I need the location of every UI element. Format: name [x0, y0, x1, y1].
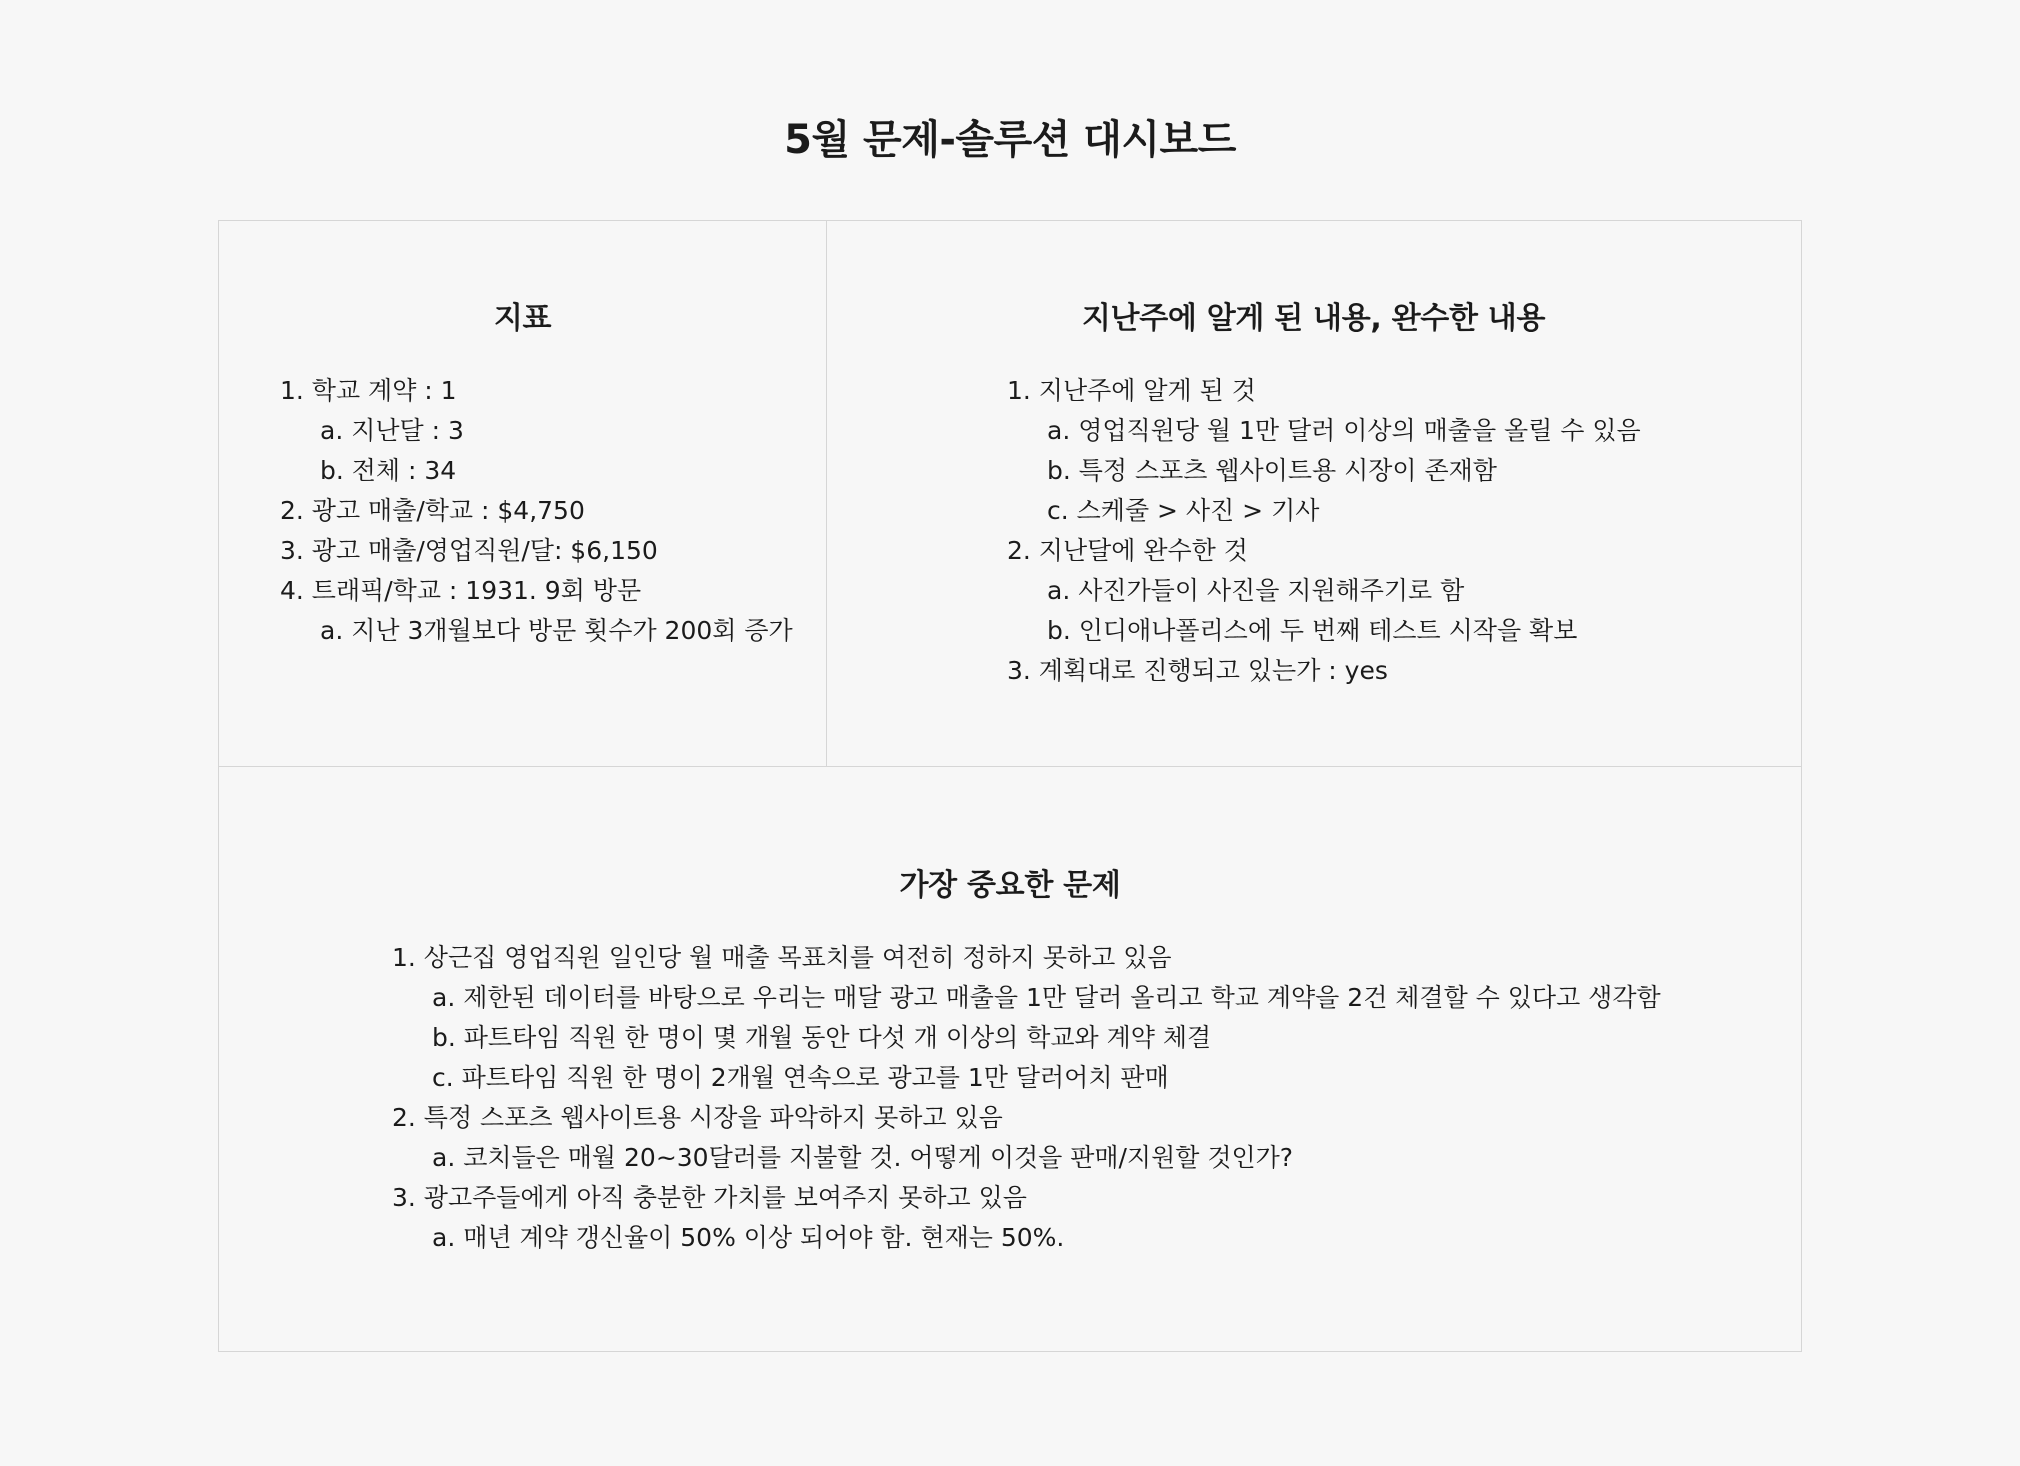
list-item: 1. 상근집 영업직원 일인당 월 매출 목표치를 여전히 정하지 못하고 있음: [392, 943, 1172, 972]
learned-panel: [826, 221, 1801, 766]
list-sub-item: a. 지난 3개월보다 방문 횟수가 200회 증가: [320, 616, 793, 645]
list-sub-item: a. 매년 계약 갱신율이 50% 이상 되어야 함. 현재는 50%.: [432, 1223, 1065, 1252]
list-sub-item: a. 영업직원당 월 1만 달러 이상의 매출을 올릴 수 있음: [1047, 416, 1641, 445]
problems-list: [392, 938, 1661, 1258]
list-sub-item: b. 전체 : 34: [320, 456, 457, 485]
list-sub-item: a. 제한된 데이터를 바탕으로 우리는 매달 광고 매출을 1만 달러 올리고 학교 계약을 2건 체결할 수 있다고 생각함: [432, 983, 1661, 1012]
list-sub-item: c. 파트타임 직원 한 명이 2개월 연속으로 광고를 1만 달러어치 판매: [432, 1063, 1169, 1092]
list-sub-item: c. 스케줄 > 사진 > 기사: [1047, 496, 1320, 525]
metrics-heading: 지표: [493, 301, 552, 336]
list-item: 1. 지난주에 알게 된 것: [1007, 376, 1256, 405]
metrics-panel: [219, 221, 826, 766]
list-sub-item: b. 특정 스포츠 웹사이트용 시장이 존재함: [1047, 456, 1497, 485]
learned-heading: 지난주에 알게 된 내용, 완수한 내용: [1081, 301, 1546, 336]
list-sub-item: a. 지난달 : 3: [320, 416, 464, 445]
list-item: 3. 광고 매출/영업직원/달: $6,150: [280, 536, 658, 565]
list-sub-item: b. 인디애나폴리스에 두 번째 테스트 시작을 확보: [1047, 616, 1578, 645]
list-item: 2. 지난달에 완수한 것: [1007, 536, 1248, 565]
problems-heading: 가장 중요한 문제: [899, 868, 1121, 903]
list-item: 1. 학교 계약 : 1: [280, 376, 457, 405]
list-item: 2. 특정 스포츠 웹사이트용 시장을 파악하지 못하고 있음: [392, 1103, 1003, 1132]
page-title: 5월 문제-솔루션 대시보드: [784, 117, 1236, 163]
dashboard-board: [218, 220, 1802, 1352]
list-item: 4. 트래픽/학교 : 1931. 9회 방문: [280, 576, 642, 605]
list-sub-item: a. 사진가들이 사진을 지원해주기로 함: [1047, 576, 1465, 605]
problems-panel: [219, 766, 1801, 1351]
list-sub-item: a. 코치들은 매월 20~30달러를 지불할 것. 어떻게 이것을 판매/지원할 것인가?: [432, 1143, 1294, 1172]
list-item: 3. 광고주들에게 아직 충분한 가치를 보여주지 못하고 있음: [392, 1183, 1027, 1212]
metrics-list: [280, 371, 793, 651]
learned-list: [1007, 371, 1641, 691]
list-item: 2. 광고 매출/학교 : $4,750: [280, 496, 585, 525]
list-sub-item: b. 파트타임 직원 한 명이 몇 개월 동안 다섯 개 이상의 학교와 계약 체결: [432, 1023, 1212, 1052]
list-item: 3. 계획대로 진행되고 있는가 : yes: [1007, 656, 1388, 685]
